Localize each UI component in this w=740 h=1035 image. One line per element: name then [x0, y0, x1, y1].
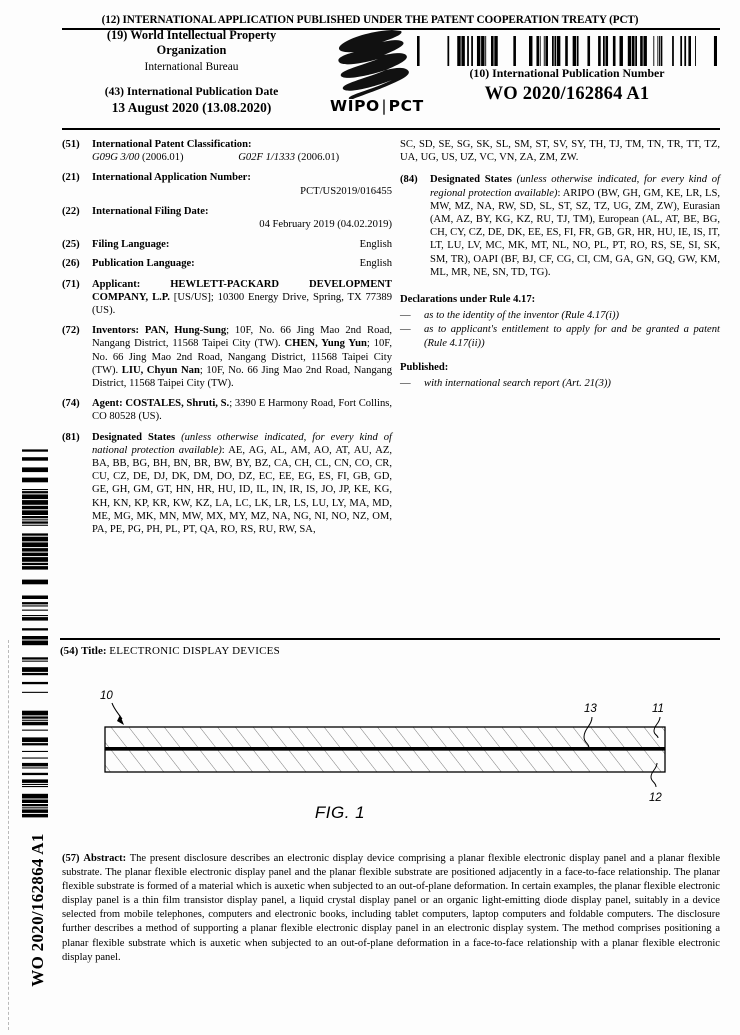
declarations-heading: Declarations under Rule 4.17:: [400, 294, 536, 306]
ipc-symbol-1: G09G 3/00: [92, 152, 140, 164]
biblio-entry-51: [62, 138, 392, 164]
publication-date-value: 13 August 2020 (13.08.2020): [111, 100, 272, 115]
publication-date-block: [64, 84, 319, 116]
biblio-entry-84-regional-states: [400, 173, 720, 279]
spine-publication-number: WO 2020/162864 A1: [28, 833, 47, 987]
entry-code: (71): [62, 278, 80, 290]
biblio-entry-22: [62, 205, 392, 231]
declaration-item: [400, 323, 720, 349]
org-code: (19): [106, 28, 128, 42]
declaration-item-text: as to the identity of the inventor (Rule 4.17(i)): [424, 310, 620, 322]
publication-header-line: (12) INTERNATIONAL APPLICATION PUBLISHED UNDER THE PATENT COOPERATION TREATY (PCT): [101, 14, 639, 26]
entry-code: (25): [62, 239, 80, 251]
ipc-symbol-2: G02F 1/1333: [238, 152, 295, 164]
published-item: [400, 377, 720, 390]
wordmark-wipo: WIPO: [330, 97, 380, 115]
entry-code: (21): [62, 172, 80, 184]
entry-label: Filing Language:: [92, 239, 170, 251]
publication-barcode: [417, 36, 717, 66]
entry-code: (26): [62, 258, 80, 270]
org-name-line1: World Intellectual Property: [130, 28, 277, 42]
entry-label: Designated States: [92, 431, 176, 443]
list-dash: —: [400, 310, 411, 322]
filing-date-value: 04 February 2019 (04.02.2019): [259, 219, 392, 231]
applicant-address: [US/US]; 10300 Energy Drive, Spring, TX 77389 (US).: [92, 291, 392, 317]
designated-states-continued-text: SC, SD, SE, SG, SK, SL, SM, ST, SV, SY, TH, TJ, TM, TN, TR, TT, TZ, UA, UG, US, UZ, VC, VN, ZA, ZM, ZW.: [400, 139, 720, 164]
designated-states-continued: [400, 138, 720, 164]
entry-label: Applicant:: [92, 278, 141, 290]
declaration-item: [400, 309, 720, 322]
regional-states-list: : ARIPO (BW, GH, GM, KE, LR, LS, MW, MZ, NA, RW, SD, SL, ST, SZ, TZ, UG, ZM, ZW), Eurasian (AM, AZ, BY, KG, KZ, RU, TJ, TM), European (AL, AT, BE, BG, CH, CY, CZ, DE, DK, EE, ES, FI, FR, GB, GR, HR, HU, IE, IS, IT, LT, LU, LV, MC, MK, MT, NL, NO, PL, PT, RO, RS, SE, SI, SK, SM, TR), OAPI (BF, BJ, CF, CG, CI, CM, GA, GN, GQ, GW, KM, ML, MR, NE, SN, TD, TG).: [430, 187, 720, 278]
entry-code: (22): [62, 205, 80, 217]
entry-label: International Filing Date:: [92, 205, 209, 217]
publication-language-value: English: [359, 258, 392, 270]
agent-address: ; 3390 E Harmony Road, Fort Collins, CO 80528 (US).: [92, 398, 393, 423]
published-heading: Published:: [400, 361, 449, 373]
biblio-entry-21: [62, 171, 392, 197]
entry-label: Publication Language:: [92, 258, 195, 270]
entry-label: Agent:: [92, 398, 123, 410]
svg-text:11: 11: [652, 703, 664, 715]
biblio-entry-81-designated-states: [62, 431, 392, 537]
wipo-org-block: [64, 28, 319, 76]
ipc-version-1: (2006.01): [142, 152, 184, 164]
figure-1: [60, 685, 720, 825]
svg-text:10: 10: [100, 690, 113, 702]
figure-caption: FIG. 1: [314, 803, 366, 822]
wordmark-pct: PCT: [388, 97, 424, 115]
org-name-line2: Organization: [156, 43, 227, 57]
designation-note: (unless otherwise indicated, for every kind of regional protection available): [430, 174, 720, 199]
biblio-right-column: [400, 138, 720, 397]
entry-code: (74): [62, 398, 80, 410]
svg-text:13: 13: [584, 703, 597, 715]
svg-text:12: 12: [649, 792, 662, 804]
ipc-version-2: (2006.01): [297, 152, 340, 164]
biblio-entry-71-applicant: [62, 278, 392, 318]
biblio-entry-72-inventors: [62, 324, 392, 390]
scan-edge-guide: [8, 640, 9, 1030]
invention-title-line: [60, 645, 280, 657]
list-dash: —: [400, 378, 411, 390]
abstract-label: Abstract:: [83, 853, 127, 864]
agent-name: COSTALES, Shruti, S.: [125, 398, 230, 410]
biblio-entry-26: [62, 257, 392, 270]
entry-code: (84): [400, 174, 418, 186]
inventor-name: PAN, Hung-Sung: [144, 325, 227, 337]
filing-language-value: English: [359, 239, 392, 251]
applicant-name: HEWLETT-PACKARD DEVELOPMENT COMPANY, L.P.: [92, 278, 392, 303]
designated-states-list: : AE, AG, AL, AM, AO, AT, AU, AZ, BA, BB, BG, BH, BN, BR, BW, BY, BZ, CA, CH, CL, CN, CO, CR, CU, CZ, DE, DJ, DK, DM, DO, DZ, EC, EE, EG, ES, FI, GB, GD, GE, GH, GM, GT, HN, HR, HU, ID, IL, IN, IR, IS, JO, JP, KE, KG, KH, KN, KP, KR, KW, KZ, LA, LC, LK, LR, LS, LU, LY, MA, MD, ME, MG, MK, MN, MW, MX, MY, MZ, NA, NG, NI, NO, NZ, OM, PA, PE, PG, PH, PL, PT, QA, RO, RS, RU, RW, SA,: [92, 444, 392, 536]
publication-number-label: (10) International Publication Number: [469, 66, 665, 80]
abstract-code: (57): [62, 853, 80, 864]
entry-code: (72): [62, 325, 80, 337]
biblio-entry-74-agent: [62, 397, 392, 423]
inventor-name: LIU, Chyun Nan: [121, 364, 200, 376]
biblio-left-column: [62, 138, 392, 543]
publication-number-value: WO 2020/162864 A1: [484, 84, 650, 104]
invention-title: ELECTRONIC DISPLAY DEVICES: [109, 645, 280, 657]
entry-code: (51): [62, 139, 80, 150]
title-top-rule: [60, 638, 720, 640]
wipo-pct-wordmark: [330, 97, 430, 115]
title-label: Title:: [81, 645, 107, 657]
publication-date-label: (43) International Publication Date: [104, 85, 279, 98]
inventor-name: CHEN, Yung Yun: [284, 338, 367, 350]
org-sub-label: International Bureau: [144, 61, 239, 73]
header-bottom-rule: [62, 128, 720, 130]
inventor-address: ; 10F, No. 66 Jing Mao 2nd Road, Nangang District, 11568 Taipei City (TW).: [92, 364, 393, 390]
entry-label: Designated States: [430, 174, 512, 186]
abstract-text: The present disclosure describes an electronic display device comprising a planar flexible electronic display panel and a planar flexible substrate. The planar flexible electronic display panel and the planar flexible substrate are positioned adjacently in a face-to-face relationship. The planar flexible substrate is formed of a material which is auxetic when subjected to an out-of-plane deformation. In certain examples, the planar flexible electronic display panel is a thin film transistor display panel, a liquid crystal display panel or an organic light-emitting diode display panel, suitably in a device selected from mobile telephones, computers and electronic books, including tablet computers, laptop computers and foldable computers. The disclosure further describes a method of supporting a planar flexible electronic display panel in an electronic display system. The method comprises positioning a planar flexible substrate which is auxetic when subjected to an out-of-plane deformation in a face-to-face relationship with a planar flexible electronic display panel.: [62, 853, 721, 963]
declarations-block: [400, 293, 720, 350]
inventor-address: ; 10F, No. 66 Jing Mao 2nd Road, Nangang District, 11568 Taipei City (TW).: [92, 325, 393, 350]
biblio-entry-25: [62, 238, 392, 251]
entry-code: (81): [62, 431, 80, 443]
declaration-item-text: as to applicant's entitlement to apply for and be granted a patent (Rule 4.17(ii)): [424, 324, 720, 349]
abstract-section: [62, 852, 720, 965]
designation-note: (unless otherwise indicated, for every kind of national protection available): [92, 431, 392, 456]
entry-label: Inventors:: [92, 325, 140, 337]
published-item-text: with international search report (Art. 21(3)): [424, 378, 611, 390]
application-number-value: PCT/US2019/016455: [300, 185, 392, 197]
spine-barcode: [22, 435, 48, 820]
entry-label: International Application Number:: [92, 172, 251, 184]
title-code: (54): [60, 645, 79, 657]
inventor-address: ; 10F, No. 66 Jing Mao 2nd Road, Nangang District, 11568 Taipei City (TW).: [92, 338, 392, 376]
list-dash: —: [400, 324, 411, 336]
published-block: [400, 361, 720, 390]
entry-label: International Patent Classification:: [92, 139, 252, 150]
wordmark-separator: |: [381, 97, 388, 115]
